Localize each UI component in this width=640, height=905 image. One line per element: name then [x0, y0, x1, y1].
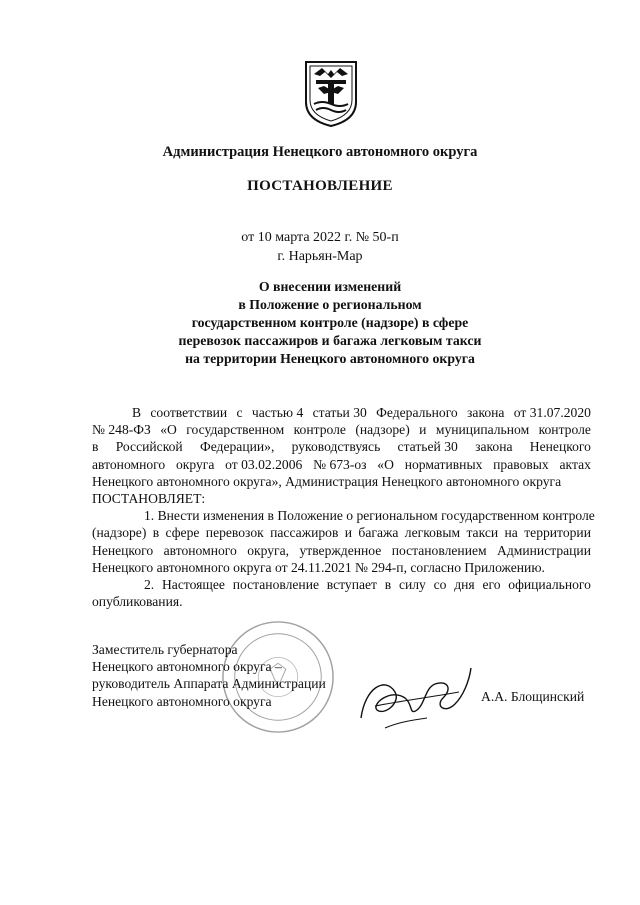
word: № 673-оз: [313, 456, 367, 472]
preamble-line: [92, 421, 591, 438]
signatory-position-line: Ненецкого автономного округа: [92, 693, 272, 709]
word: Федерального: [376, 405, 458, 420]
word: нормативных: [404, 456, 483, 472]
item2-line: опубликования.: [92, 594, 183, 610]
word: контроле: [538, 422, 591, 438]
word: автономного: [92, 456, 166, 472]
word: № 248-ФЗ: [92, 422, 151, 438]
item1-line: Ненецкого автономного округа от 24.11.2021 № 294-п, согласно Приложению.: [92, 559, 545, 575]
signatory-position-line: Ненецкого автономного округа –: [92, 659, 282, 675]
word: муниципальном: [435, 422, 530, 438]
word: на: [504, 525, 518, 541]
item1-line: [92, 542, 591, 559]
item1-line: 1. Внести изменения в Положение о региональном государственном контроле: [144, 508, 595, 524]
word: закона: [475, 439, 513, 455]
word: контроле: [293, 422, 346, 438]
preamble-line: [92, 438, 591, 455]
preamble-line: Ненецкого автономного округа», Администрация Ненецкого автономного округа: [92, 473, 562, 489]
signatory-position-line: Заместитель губернатора: [92, 642, 238, 657]
word: закона: [467, 405, 505, 420]
word: правовых: [493, 456, 549, 472]
word: Ненецкого: [529, 439, 591, 455]
coat-of-arms-icon: [304, 60, 358, 128]
document-type: ПОСТАНОВЛЕНИЕ: [247, 178, 393, 194]
preamble-line: [92, 404, 591, 421]
word: статьей 30: [397, 439, 458, 455]
word: соответствии: [150, 405, 228, 420]
subject-line: на территории Ненецкого автономного округа: [185, 351, 475, 366]
word: частью 4: [251, 405, 304, 420]
subject-line: государственном контроле (надзоре) в сфере: [191, 315, 469, 330]
word: территории: [524, 525, 591, 541]
word: официального: [508, 577, 591, 593]
word: Администрации: [497, 542, 591, 558]
word: сфере: [165, 525, 200, 541]
word: дня: [454, 577, 475, 593]
word: 2.: [144, 577, 155, 593]
word: легковым: [404, 525, 461, 541]
word: в: [92, 439, 99, 455]
word: от 31.07.2020: [513, 405, 591, 420]
word: постановлением: [391, 542, 487, 558]
document-city: г. Нарьян-Мар: [277, 249, 363, 264]
word: с: [236, 405, 243, 420]
word: пассажиров: [270, 525, 339, 541]
word: руководствуясь: [291, 439, 381, 455]
word: актах: [559, 456, 591, 472]
preamble-line: ПОСТАНОВЛЯЕТ:: [92, 491, 206, 507]
organization-title: Администрация Ненецкого автономного округа: [162, 144, 478, 160]
word: (надзоре): [92, 525, 147, 541]
word: «О: [160, 422, 177, 438]
word: в: [384, 577, 392, 593]
word: перевозок: [205, 525, 264, 541]
word: Федерации»,: [199, 439, 275, 455]
word: в: [152, 525, 160, 541]
subject-line: в Положение о региональном: [238, 297, 422, 312]
word: В: [132, 405, 142, 420]
word: багажа: [358, 525, 399, 541]
handwritten-signature: [355, 658, 475, 744]
document-body: [92, 404, 595, 610]
word: Российской: [115, 439, 183, 455]
item1-line: [92, 524, 591, 541]
signatory-position-line: руководитель Аппарата Администрации: [92, 676, 326, 692]
word: (надзоре): [355, 422, 410, 438]
word: статьи 30: [312, 405, 367, 420]
word: и: [344, 525, 353, 541]
item2-line: [92, 576, 591, 593]
word: и: [419, 422, 427, 438]
word: утвержденное: [299, 542, 382, 558]
word: его: [482, 577, 501, 593]
preamble-line: [92, 456, 591, 473]
signatory-position: [92, 641, 326, 710]
word: от 03.02.2006: [225, 456, 303, 472]
word: вступает: [326, 577, 377, 593]
signatory-name: А.А. Блощинский: [481, 689, 585, 704]
word: округа,: [247, 542, 290, 558]
word: округа: [175, 456, 215, 472]
word: со: [433, 577, 447, 593]
document-subject: [150, 278, 510, 368]
word: Ненецкого: [92, 542, 154, 558]
word: государственном: [186, 422, 285, 438]
word: постановление: [232, 577, 320, 593]
word: силу: [398, 577, 426, 593]
subject-line: О внесении изменений: [258, 279, 402, 294]
subject-line: перевозок пассажиров и багажа легковым такси: [178, 333, 482, 348]
word: Настоящее: [161, 577, 225, 593]
word: автономного: [163, 542, 237, 558]
document-date-number: от 10 марта 2022 г. № 50-п: [241, 230, 399, 245]
word: такси: [466, 525, 499, 541]
word: «О: [377, 456, 394, 472]
